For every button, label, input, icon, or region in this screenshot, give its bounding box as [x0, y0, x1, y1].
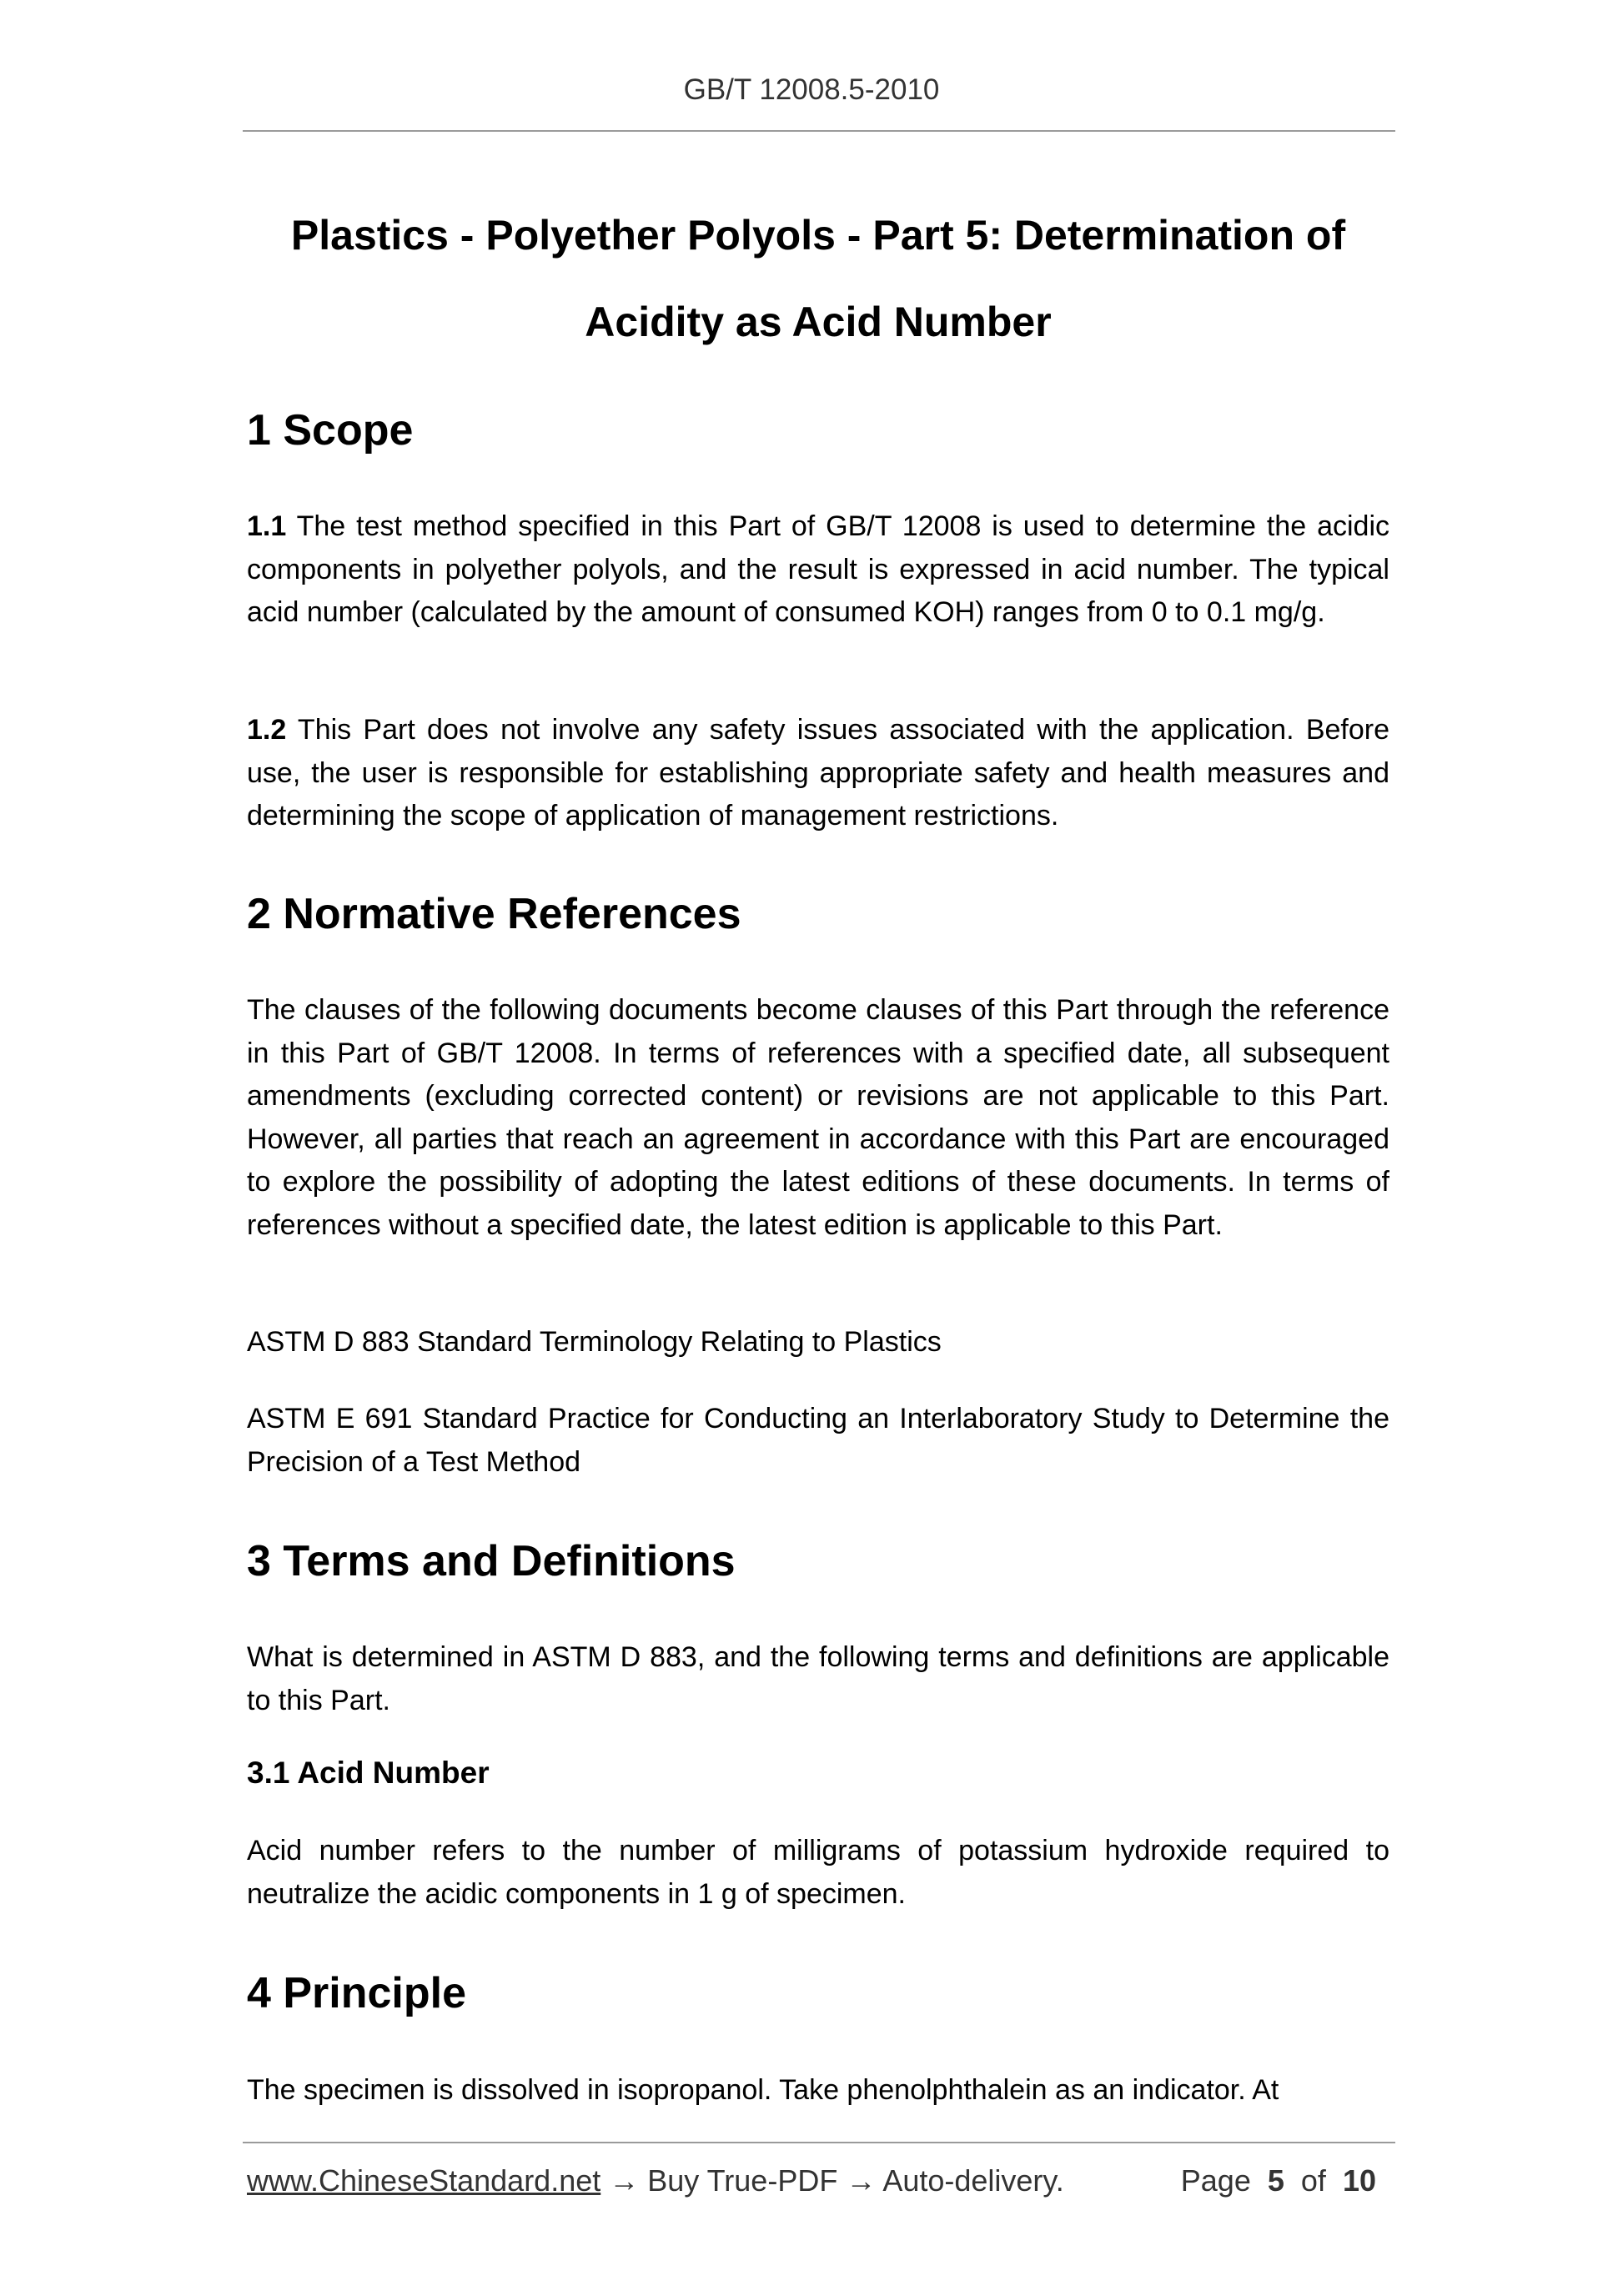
reference-item: ASTM E 691 Standard Practice for Conducting an Interlaboratory Study to Determine the Precision of a Test Method	[247, 1403, 1389, 1478]
acid-number-definition: Acid number refers to the number of milligrams of potassium hydroxide required to neutralize the acidic components in 1 g of specimen.	[247, 1835, 1389, 1910]
page-total: 10	[1342, 2163, 1376, 2198]
clause-1-1	[247, 505, 1389, 635]
clause-1-2	[247, 709, 1389, 838]
document-title: Plastics - Polyether Polyols - Part 5: Determination of Acidity as Acid Number	[290, 212, 1346, 345]
principle-text: The specimen is dissolved in isopropanol. Take phenolphthalein as an indicator. At	[247, 2074, 1279, 2106]
reference-item: ASTM D 883 Standard Terminology Relating to Plastics	[247, 1326, 942, 1358]
section-heading-normative-references: 2 Normative References	[247, 890, 741, 938]
of-label: of	[1300, 2163, 1326, 2198]
normative-references-intro: The clauses of the following documents become clauses of this Part through the reference in this Part of GB/T 12008. In terms of references with a specified date, all subsequent amendments (excluding corrected content) or revisions are not applicable to this Part. However, all parties that reach an agreement in accordance with this Part are encouraged to explore the possibility of adopting the latest editions of these documents. In terms of references without a specified date, the latest edition is applicable to this Part.	[247, 994, 1389, 1241]
website-link[interactable]: www.ChineseStandard.net	[247, 2163, 601, 2198]
section-heading-scope: 1 Scope	[247, 406, 414, 455]
running-header: GB/T 12008.5-2010	[683, 73, 940, 106]
terms-intro: What is determined in ASTM D 883, and the following terms and definitions are applicable to this Part.	[247, 1641, 1389, 1716]
page-number: 5	[1267, 2163, 1284, 2198]
page-indicator	[1181, 2163, 1376, 2198]
page-footer	[247, 2163, 1389, 2198]
subsection-heading-acid-number: 3.1 Acid Number	[247, 1756, 490, 1790]
section-heading-principle: 4 Principle	[247, 1969, 466, 2017]
clause-text: The test method specified in this Part of GB/T 12008 is used to determine the acidic components in polyether polyols, and the result is expressed in acid number. The typical acid number (calculated by the amount of consumed KOH) ranges from 0 to 0.1 mg/g.	[247, 510, 1389, 628]
clause-number: 1.1	[247, 510, 287, 542]
header-rule	[243, 130, 1395, 132]
footer-rule	[243, 2142, 1395, 2143]
page-label: Page	[1180, 2163, 1251, 2198]
footer-tagline: → Buy True-PDF → Auto-delivery.	[600, 2163, 1064, 2198]
clause-text: This Part does not involve any safety issues associated with the application. Before use, the user is responsible for establishing appropriate safety and health measures and determining the scope of application of management restrictions.	[247, 714, 1389, 831]
clause-number: 1.2	[247, 714, 287, 746]
section-heading-terms-definitions: 3 Terms and Definitions	[247, 1537, 736, 1585]
